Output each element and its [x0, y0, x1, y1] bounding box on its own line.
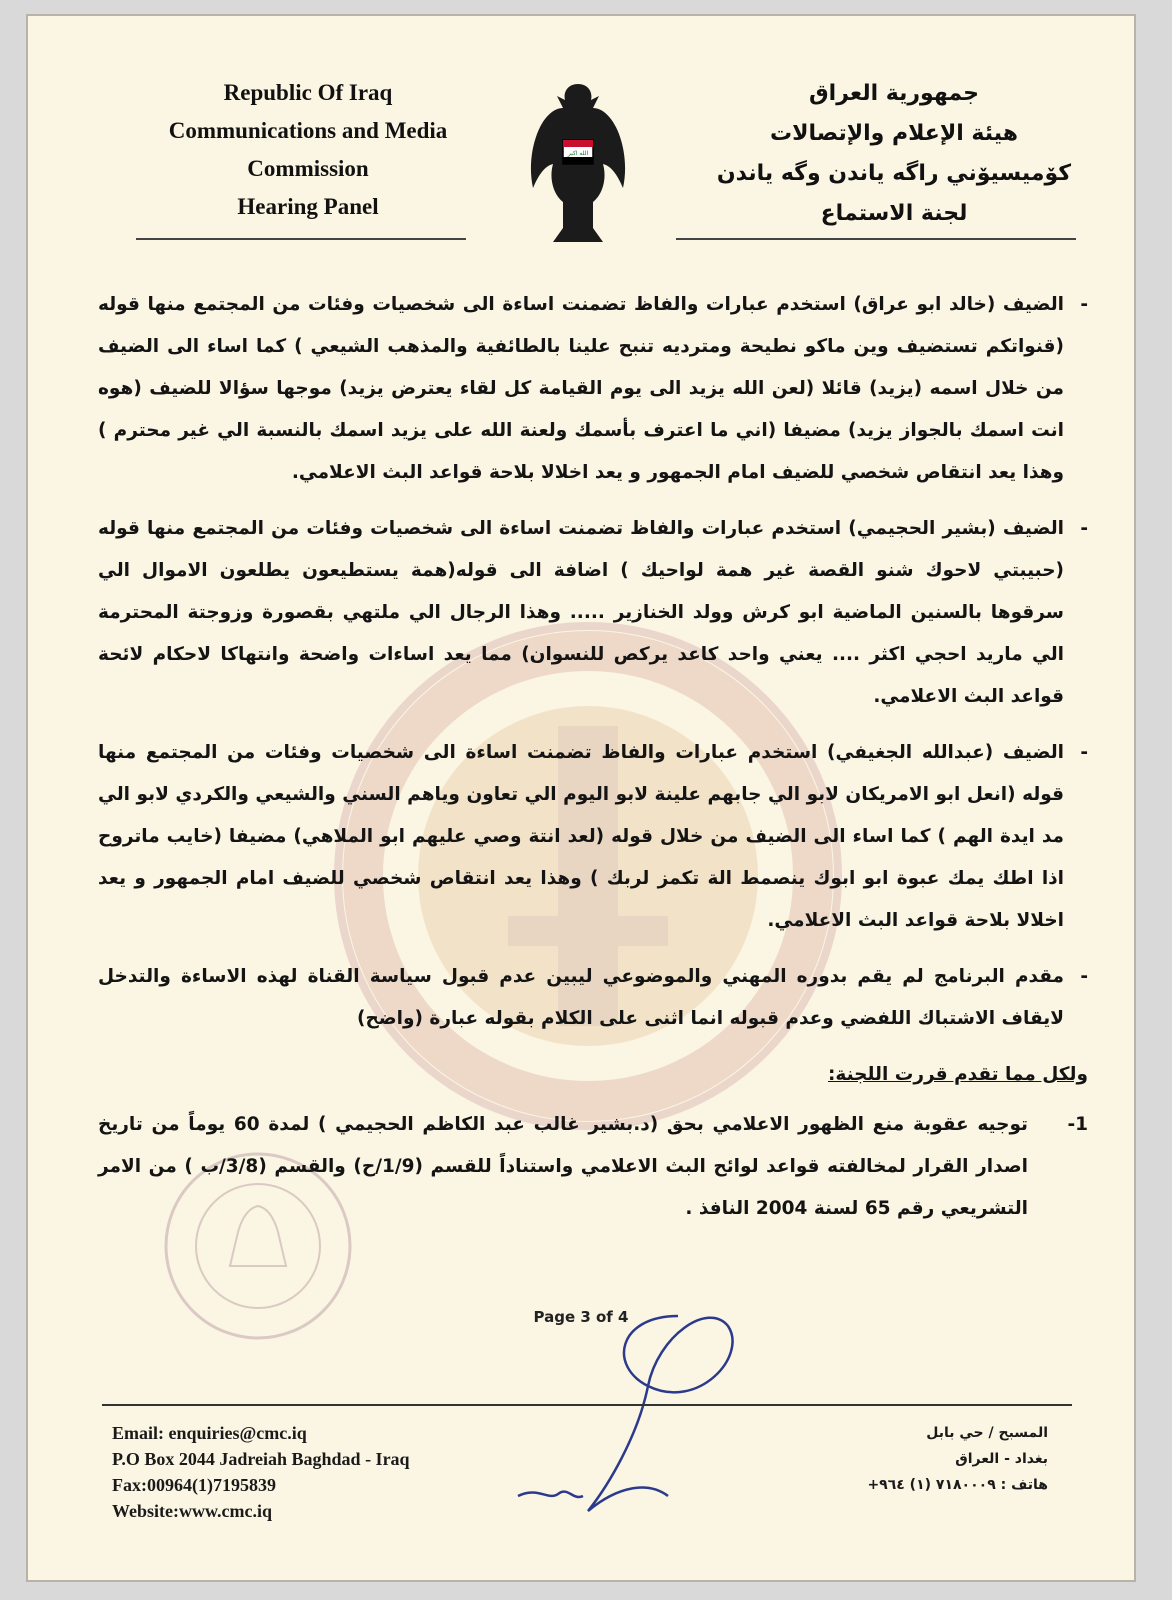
header-org-line1: Communications and Media [168, 118, 448, 143]
header-country-ar: جمهورية العراق [809, 81, 979, 106]
decision-body [98, 284, 1088, 1244]
emblem-text: الله اكبر [567, 150, 589, 157]
header-divider-right [676, 238, 1076, 240]
footer-fax: Fax:00964(1)7195839 [112, 1475, 276, 1495]
decision-item-text: توجيه عقوبة منع الظهور الاعلامي بحق (د.بشير غالب عبد الكاظم الحجيمي ) لمدة 60 يوماً من تاريخ اصدار القرار لمخالفته قواعد لوائح البث الاعلامي واستناداً للقسم (1/9/ح) والقسم (3/8/ب ) من الامر التشريعي رقم 65 لسنة 2004 النافذ . [98, 1114, 1028, 1219]
header-arabic [714, 74, 1074, 234]
footer-arabic [788, 1420, 1048, 1498]
header-org-line2: Commission [247, 156, 369, 181]
eagle-emblem-icon [523, 78, 633, 248]
decision-heading: ولكل مما تقدم قررت اللجنة: [828, 1064, 1088, 1085]
footer-pobox: P.O Box 2044 Jadreiah Baghdad - Iraq [112, 1449, 410, 1469]
paragraph-presenter: - مقدم البرنامج لم يقم بدوره المهني والموضوعي ليبين عدم قبول سياسة القناة لهذه الاساءة والتدخل لايقاف الاشتباك اللفضي وعدم قبوله انما اثنى على الكلام بقوله عبارة (واضح) [98, 956, 1088, 1040]
footer-email: Email: enquiries@cmc.iq [112, 1423, 307, 1443]
footer-address-ar: المسبح / حي بابل [926, 1425, 1048, 1441]
footer-website: Website:www.cmc.iq [112, 1501, 272, 1521]
footer-city-ar: بغداد - العراق [955, 1451, 1048, 1467]
header-org-ar: هيئة الإعلام والإتصالات [770, 121, 1018, 146]
decision-item-number: 1- [1067, 1114, 1088, 1135]
page-number: Page 3 of 4 [533, 1308, 629, 1326]
header-org-kurdish: كۆميسيۆني راگه ياندن وگه ياندن [716, 161, 1072, 186]
header-english [138, 74, 478, 226]
paragraph-guest-2: - الضيف (بشير الحجيمي) استخدم عبارات والفاظ تضمنت اساءة الى شخصيات وفئات من المجتمع منها قوله (حبيبتي لاحوك شنو القصة غير همة لواحيك ) اضافة الى قوله(همة يستطيعون يطلعون الاموال الي سرقوها بالسنين الماضية ابو كرش وولد الخنازير ..... وهذا الرجال الي ملتهي بقصورة وزوجتة المحترمة الي ماريد احجي اكثر .... يعني واحد كاعد يركص للنسوان) مما يعد اساءات واضحة وانتهاكا لاحكام لائحة قواعد البث الاعلامي. [98, 508, 1088, 718]
decision-item-1 [98, 1104, 1088, 1230]
header-divider-left [136, 238, 466, 240]
paragraph-guest-3: - الضيف (عبدالله الجغيفي) استخدم عبارات والفاظ تضمنت اساءة الى شخصيات وفئات من المجتمع منها قوله (انعل ابو الامريكان لابو الي جابهم علينة لابو اليوم الي تعاون وياهم السني والشيعي والكردي لابو الي مد ايدة الهم ) كما اساء الى الضيف من خلال قوله (لعد انتة وصي عليهم ابو الملاهي) مضيفا (خايب ماتروح اذا اطك يمك عبوة ابو ابوك ينصمط الة تكمز لربك ) وهذا يعد انتقاص شخصي للضيف امام الجمهور و يعد اخلالا بلاحة قواعد البث الاعلامي. [98, 732, 1088, 942]
paragraph-guest-1: - الضيف (خالد ابو عراق) استخدم عبارات والفاظ تضمنت اساءة الى شخصيات وفئات من المجتمع منها قوله (قنواتكم تستضيف وين ماكو نطيحة ومترديه تنبح علينا بالطائفية والمذهب الشيعي ) كما اساء الى الضيف من خلال اسمه (يزيد) قائلا (لعن الله يزيد الى يوم القيامة كل لقاء يعترض يزيد) موجها سؤالا للضيف (هوه انت اسمك بالجواز يزيد) مضيفا (اني ما اعترف بأسمك ولعنة الله على يزيد اسمك بالنسبة الي غير محترم ) وهذا يعد انتقاص شخصي للضيف امام الجمهور و يعد اخلالا بلاحة قواعد البث الاعلامي. [98, 284, 1088, 494]
footer-phone-ar: هاتف : ٧١٨٠٠٠٩ (١) ٩٦٤+ [867, 1477, 1048, 1493]
signature-icon [498, 1296, 828, 1556]
footer-english [112, 1420, 410, 1524]
footer-divider [102, 1404, 1072, 1406]
header-panel: Hearing Panel [237, 194, 379, 219]
header-country: Republic Of Iraq [223, 80, 393, 105]
header-panel-ar: لجنة الاستماع [820, 201, 968, 226]
document-page [26, 14, 1136, 1582]
